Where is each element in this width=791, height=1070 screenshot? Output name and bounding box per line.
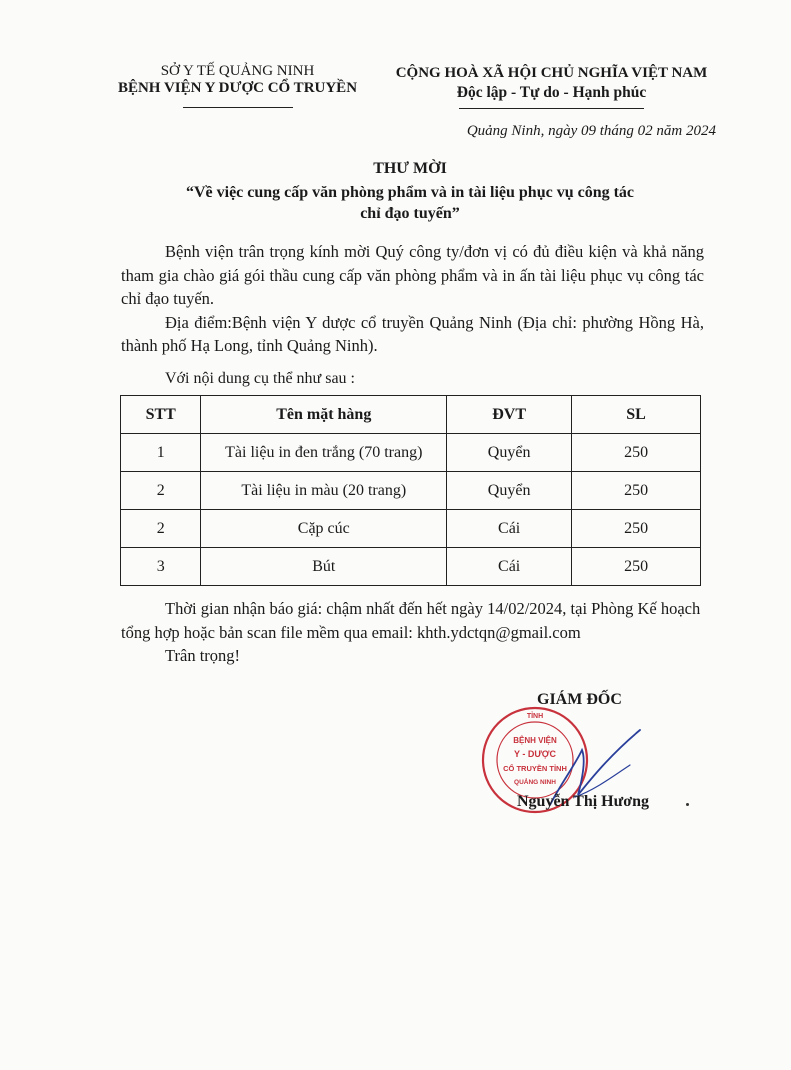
subtitle-line-1: “Về việc cung cấp văn phòng phẩm và in tài liệu phục vụ công tác [185,184,635,201]
cell-unit: Quyển [447,434,572,472]
signer-role: GIÁM ĐỐC [537,691,622,708]
table-row [121,548,701,586]
doc-title: THƯ MỜI [373,160,447,177]
nation-name: CỘNG HOÀ XÃ HỘI CHỦ NGHĨA VIỆT NAM [395,65,708,81]
cell-stt: 2 [121,510,201,548]
seal-text-3: CỔ TRUYỀN TỈNH [503,764,567,773]
seal-text-top: TỈNH [526,713,544,720]
cell-item: Tài liệu in màu (20 trang) [201,472,447,510]
stray-dot [686,803,689,806]
location-paragraph: Địa điểm:Bệnh viện Y dược cổ truyền Quảng Ninh (Địa chỉ: phường Hồng Hà, thành phố Hạ Long, tỉnh Quảng Ninh). [121,312,704,355]
issuer-header [95,63,380,108]
body-text [121,240,704,358]
org-name: BỆNH VIỆN Y DƯỢC CỔ TRUYỀN [117,80,358,96]
header-item: Tên mặt hàng [201,396,447,434]
table-row [121,472,701,510]
header-underline [183,107,293,108]
subtitle-line-2: chỉ đạo tuyến” [360,205,460,222]
cell-qty: 250 [572,510,701,548]
national-header [380,65,723,109]
motto-underline [459,108,644,109]
table-row [121,434,701,472]
regards-line: Trân trọng! [165,646,241,665]
cell-qty: 250 [572,434,701,472]
doc-subtitle [130,182,690,224]
cell-unit: Cái [447,548,572,586]
seal-text-2: Y - DƯỢC [514,749,556,759]
table-header-row [121,396,701,434]
header-stt: STT [121,396,201,434]
seal-text-1: BỆNH VIỆN [513,736,557,745]
header-unit: ĐVT [447,396,572,434]
table-lead: Với nội dung cụ thể như sau : [165,370,355,387]
date-line: Quảng Ninh, ngày 09 tháng 02 năm 2024 [466,123,716,139]
deadline-paragraph: Thời gian nhận báo giá: chậm nhất đến hết ngày 14/02/2024, tại Phòng Kế hoạch tổng hợp hoặc bản scan file mềm qua email: khth.ydctqn@gmail.com [121,599,701,642]
cell-item: Bút [201,548,447,586]
cell-item: Cặp cúc [201,510,447,548]
cell-unit: Quyển [447,472,572,510]
header-qty: SL [572,396,701,434]
cell-stt: 1 [121,434,201,472]
cell-qty: 250 [572,472,701,510]
closing-text [121,597,704,668]
motto: Độc lập - Tự do - Hạnh phúc [456,84,647,101]
cell-stt: 2 [121,472,201,510]
cell-stt: 3 [121,548,201,586]
cell-unit: Cái [447,510,572,548]
cell-qty: 250 [572,548,701,586]
items-table [120,395,701,586]
seal-text-4: QUẢNG NINH [514,779,556,786]
signer-name: Nguyễn Thị Hương [517,793,649,810]
parent-org: SỞ Y TẾ QUẢNG NINH [160,63,315,79]
table-row [121,510,701,548]
cell-item: Tài liệu in đen trắng (70 trang) [201,434,447,472]
invitation-paragraph: Bệnh viện trân trọng kính mời Quý công ty/đơn vị có đủ điều kiện và khả năng tham gia chào giá gói thầu cung cấp văn phòng phẩm và in ấn tài liệu phục vụ công tác chỉ đạo tuyến. [121,242,704,308]
